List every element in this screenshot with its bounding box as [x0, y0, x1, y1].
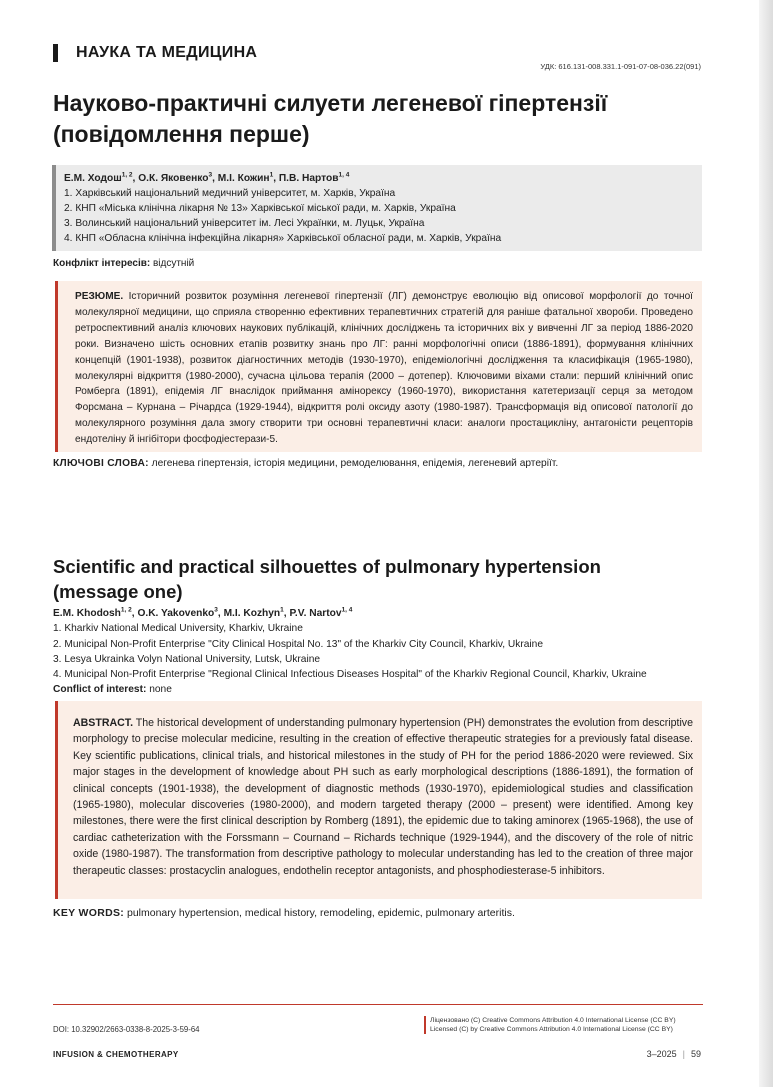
author-name: М.І. Кожин: [217, 173, 270, 184]
author-sep: ,: [273, 173, 279, 184]
doi[interactable]: DOI: 10.32902/2663-0338-8-2025-3-59-64: [53, 1025, 200, 1034]
title-ua-line2: (повідомлення перше): [53, 121, 310, 147]
affiliation-en-3: 3. Lesya Ukrainka Volyn National University, Lutsk, Ukraine: [53, 653, 321, 665]
author-list-ua: [64, 171, 501, 186]
license-notice: [430, 1016, 676, 1034]
conflict-of-interest-en: [53, 682, 647, 697]
license-en: Licensed (C) by Creative Commons Attribution 4.0 International License (CC BY): [430, 1026, 673, 1033]
author-sup: 3: [208, 171, 213, 179]
section-heading: НАУКА ТА МЕДИЦИНА: [76, 44, 258, 61]
conflict-value-ua: відсутній: [150, 258, 195, 269]
abstract-accent-bar: [55, 281, 58, 452]
author-name: Е.М. Ходош: [64, 173, 122, 184]
title-ua-line1: Науково-практичні силуети легеневої гіпертензії: [53, 90, 608, 116]
author-list-en: [53, 606, 647, 621]
authors-inner-ua: [64, 171, 501, 246]
author-sep: ,: [212, 173, 218, 184]
section-marker: [53, 44, 58, 62]
page-number: 59: [690, 1049, 701, 1059]
author-sep: ,: [131, 608, 138, 619]
issue-number: 3–2025: [646, 1049, 677, 1059]
page-separator: |: [682, 1049, 685, 1059]
abstract-en: [73, 715, 693, 879]
author-sep: ,: [217, 608, 224, 619]
keywords-value-ua: легенева гіпертензія, історія медицини, ремоделювання, епідемія, легеневий артеріїт.: [148, 458, 559, 469]
page-edge: [759, 0, 773, 1087]
affiliation-ua-4: 4. КНП «Обласна клінічна інфекційна лікарня» Харківської обласної ради, м. Харків, Україна: [64, 233, 502, 244]
journal-name: INFUSION & CHEMOTHERAPY: [53, 1050, 179, 1059]
author-sup: 1, 2: [121, 171, 133, 179]
affiliation-en-1: 1. Kharkiv National Medical University, Kharkiv, Ukraine: [53, 623, 303, 635]
author-name: П.В. Нартов: [278, 173, 339, 184]
author-name: M.I. Kozhyn: [223, 608, 281, 619]
abstract-box-ua: [55, 281, 702, 452]
keywords-label-en: KEY WORDS:: [53, 907, 125, 919]
keywords-label-ua: КЛЮЧОВІ СЛОВА:: [53, 458, 149, 469]
keywords-en: [53, 907, 515, 919]
author-sup: 1: [269, 171, 274, 179]
page-number-block: [647, 1049, 701, 1059]
authors-block-ua: [52, 165, 702, 251]
affiliation-en-2: 2. Municipal Non-Profit Enterprise "City Clinical Hospital No. 13" of the Kharkiv City Council, Kharkiv, Ukraine: [53, 638, 544, 650]
author-sup: 1, 4: [341, 606, 353, 614]
abstract-body-ua: Історичний розвиток розуміння легеневої гіпертензії (ЛГ) демонструє еволюцію від описової морфології до точної молекулярної медицини, що сприяла створенню ефективних терапевтичних стратегій для раніше фатальної хвороби. Проведено ретроспективний аналіз ключових наукових публікацій, клінічних досліджень та історичних віх у вивченні ЛГ за період 1886-2020 роки. Визначено шість основних етапів розвитку знань про ЛГ: ранні морфологічні описи (1886-1891), формування клінічних концепцій (1901-1938), розвиток діагностичних методів (1930-1970), епідеміологічні дослідження та класифікація (1965-1980), молекулярні відкриття (1980-2000), сучасна цільова терапія (2000 – дотепер). Ключовими віхами стали: перший клінічний опис Ромберга (1891), епідемія ЛГ внаслідок приймання амінорексу (1960-1970), використання катетеризації серця за методом Форсмана – Курнана – Річардса (1929-1944), відкриття ролі оксиду азоту (1980-1987). Трансформація від описової патології до молекулярного розуміння дала змогу створити три основні терапевтичні класи: аналоги простацикліну, антагоністи рецепторів ендотеліну й інгібітори фосфодіестерази-5.: [75, 291, 693, 446]
author-name: O.K. Yakovenko: [137, 608, 215, 619]
conflict-value-en: none: [146, 684, 172, 696]
license-bar: [424, 1016, 426, 1034]
author-sup: 3: [214, 606, 218, 614]
abstract-ua: [75, 289, 693, 448]
conflict-of-interest-ua: [53, 258, 194, 269]
title-en-line1: Scientific and practical silhouettes of pulmonary hypertension: [53, 556, 601, 577]
author-sup: 1: [280, 606, 284, 614]
license-ua: Ліцензовано (C) Creative Commons Attribution 4.0 International License (CC BY): [430, 1017, 676, 1024]
affiliation-ua-3: 3. Волинський національний університет ім. Лесі Українки, м. Луцьк, Україна: [64, 218, 425, 229]
author-name: P.V. Nartov: [289, 608, 342, 619]
author-sup: 1, 4: [338, 171, 350, 179]
authors-block-en: [53, 606, 647, 698]
title-en-line2: (message one): [53, 581, 183, 602]
keywords-ua: [53, 458, 558, 469]
author-name: О.К. Яковенко: [138, 173, 209, 184]
keywords-value-en: pulmonary hypertension, medical history, remodeling, epidemic, pulmonary arteritis.: [124, 907, 515, 919]
abstract-label-ua: РЕЗЮМЕ.: [75, 291, 124, 302]
abstract-accent-bar: [55, 701, 58, 899]
footer-rule: [53, 1004, 703, 1005]
author-sep: ,: [132, 173, 139, 184]
affiliation-en-4: 4. Municipal Non-Profit Enterprise "Regional Clinical Infectious Diseases Hospital" of the Kharkiv Regional Council, Kharkiv, Ukraine: [53, 669, 647, 681]
abstract-body-en: The historical development of understanding pulmonary hypertension (PH) demonstrates the evolution from descriptive morphology to precise molecular medicine, resulting in the creation of effective therapeutic strategies for a previously fatal disease. Key scientific publications, clinical trials, and historical milestones in the study of PH for the period 1886-2020 were reviewed. Six major stages in the development of knowledge about PH such as early morphological descriptions (1886-1891), the formation of clinical concepts (1901-1938), the development of diagnostic methods (1930-1970), epidemiological studies and classification (1965-1980), molecular discoveries (1980-2000), and modern targeted therapy (2000 – present) were identified. Among key milestones, there were the first clinical description by Romberg (1891), the epidemic due to taking aminorex (1965-1968), the use of cardiac catheterization with the Forssmann – Cournand – Richards technique (1929-1944), and the discovery of the role of nitric oxide (1980-1987). The transformation from descriptive pathology to molecular understanding has led to the creation of three major therapeutic classes: prostacyclin analogues, endothelin receptor antagonists, and phosphodiesterase-5 inhibitors.: [73, 717, 693, 877]
article-title-ua: [53, 88, 713, 150]
udc-code: УДК: 616.131-008.331.1-091-07-08-036.22(091): [540, 62, 701, 71]
abstract-box-en: [55, 701, 702, 899]
affiliation-ua-1: 1. Харківський національний медичний університет, м. Харків, Україна: [64, 188, 396, 199]
author-sup: 1, 2: [120, 606, 132, 614]
abstract-label-en: ABSTRACT.: [73, 717, 134, 729]
conflict-label-ua: Конфлікт інтересів:: [53, 258, 151, 269]
authors-bar: [52, 165, 56, 251]
affiliation-ua-2: 2. КНП «Міська клінічна лікарня № 13» Харківської міської ради, м. Харків, Україна: [64, 203, 456, 214]
author-sep: ,: [283, 608, 290, 619]
conflict-label-en: Conflict of interest:: [53, 684, 147, 696]
article-title-en: [53, 554, 713, 604]
author-name: E.M. Khodosh: [53, 608, 121, 619]
